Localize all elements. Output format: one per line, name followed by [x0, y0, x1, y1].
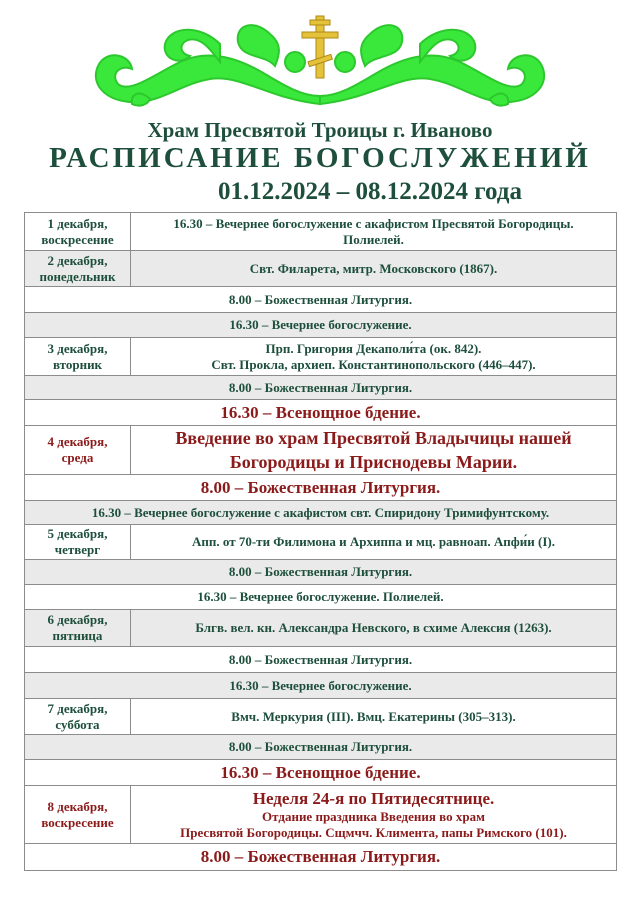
table-row [25, 560, 617, 585]
table-row [25, 585, 617, 610]
table-row [25, 610, 617, 647]
day-cell: 8 декабря, воскресение [25, 786, 131, 844]
service-cell: Вмч. Меркурия (III). Вмц. Екатерины (305–313). [131, 699, 617, 735]
service-cell: 16.30 – Вечернее богослужение с акафистом Пресвятой Богородицы. Полиелей. [131, 213, 617, 251]
table-row [25, 426, 617, 475]
service-cell: Прп. Григория Декаполи́та (ок. 842). Свт. Прокла, архиеп. Константинопольского (446–447). [131, 338, 617, 376]
day-cell: 5 декабря, четверг [25, 525, 131, 560]
service-cell: 8.00 – Божественная Литургия. [25, 735, 617, 760]
service-cell: 16.30 – Вечернее богослужение. [25, 313, 617, 338]
service-cell: 16.30 – Всенощное бдение. [25, 400, 617, 426]
table-row [25, 501, 617, 525]
table-row [25, 213, 617, 251]
service-cell: 16.30 – Вечернее богослужение с акафистом свт. Спиридону Тримифунтскому. [25, 501, 617, 525]
day-cell: 2 декабря, понедельник [25, 251, 131, 287]
table-row [25, 313, 617, 338]
service-cell: 8.00 – Божественная Литургия. [25, 475, 617, 501]
table-row [25, 376, 617, 400]
service-cell: 8.00 – Божественная Литургия. [25, 844, 617, 871]
service-cell: 8.00 – Божественная Литургия. [25, 647, 617, 673]
orthodox-cross-icon [302, 16, 338, 78]
table-row [25, 673, 617, 699]
table-row [25, 647, 617, 673]
church-name: Храм Пресвятой Троицы г. Иваново [147, 118, 493, 142]
feast-cell: Неделя 24-я по Пятидесятнице. Отдание праздника Введения во храм Пресвятой Богородицы. Сщмчч. Климента, папы Римского (101). [131, 786, 617, 844]
table-row [25, 287, 617, 313]
table-row [25, 400, 617, 426]
service-cell: Блгв. вел. кн. Александра Невского, в схиме Алексия (1263). [131, 610, 617, 647]
day-cell: 3 декабря, вторник [25, 338, 131, 376]
day-cell: 4 декабря, среда [25, 426, 131, 475]
table-row [25, 760, 617, 786]
service-cell: 8.00 – Божественная Литургия. [25, 560, 617, 585]
day-cell: 7 декабря, суббота [25, 699, 131, 735]
schedule-table [24, 212, 617, 871]
feast-cell: Введение во храм Пресвятой Владычицы нашей Богородицы и Приснодевы Марии. [131, 426, 617, 475]
table-row [25, 735, 617, 760]
service-cell: 8.00 – Божественная Литургия. [25, 287, 617, 313]
day-cell: 1 декабря, воскресение [25, 213, 131, 251]
table-row [25, 786, 617, 844]
service-cell: 8.00 – Божественная Литургия. [25, 376, 617, 400]
floral-ornament-header [70, 4, 570, 116]
table-row [25, 525, 617, 560]
day-cell: 6 декабря, пятница [25, 610, 131, 647]
table-row [25, 338, 617, 376]
service-cell: 16.30 – Вечернее богослужение. [25, 673, 617, 699]
table-row [25, 475, 617, 501]
service-cell: Свт. Филарета, митр. Московского (1867). [131, 251, 617, 287]
table-row [25, 699, 617, 735]
service-cell: 16.30 – Вечернее богослужение. Полиелей. [25, 585, 617, 610]
table-row [25, 251, 617, 287]
date-range: 01.12.2024 – 08.12.2024 года [218, 178, 522, 205]
table-row [25, 844, 617, 871]
service-cell: 16.30 – Всенощное бдение. [25, 760, 617, 786]
service-cell: Апп. от 70-ти Филимона и Архиппа и мц. равноап. Апфи́и (I). [131, 525, 617, 560]
page-title: РАСПИСАНИЕ БОГОСЛУЖЕНИЙ [49, 142, 591, 174]
